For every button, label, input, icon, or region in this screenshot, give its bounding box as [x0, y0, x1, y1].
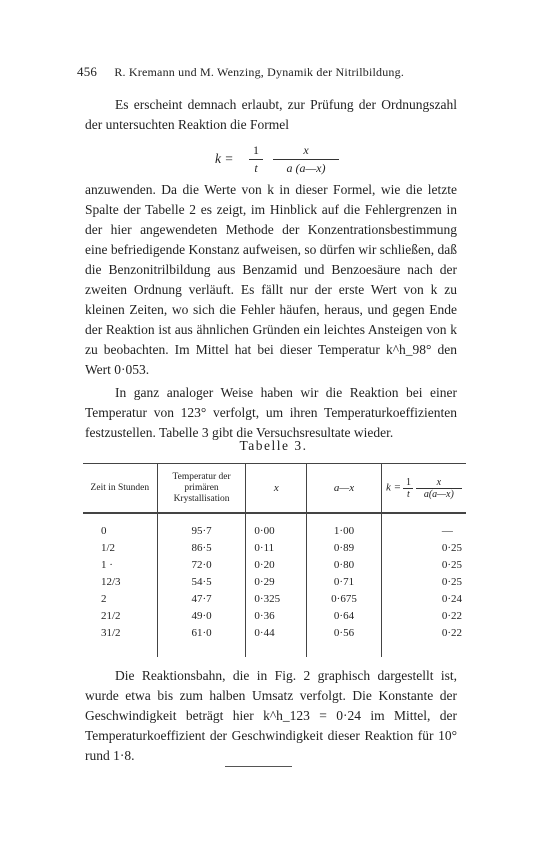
- cell-ax: 0·64: [307, 607, 382, 624]
- cell-x: 0·325: [246, 590, 307, 607]
- cell-temp: 86·5: [157, 539, 246, 556]
- header-time: Zeit in Stunden: [83, 464, 157, 514]
- header-k-fraction-2: [416, 477, 462, 500]
- formula-lhs: k =: [215, 151, 234, 166]
- paragraph-2: anzuwenden. Da die Werte von k in dieser Formel, wie die letzte Spalte der Tabelle 2 es zeigt, im Hinblick auf die Fehlergrenzen in der hier angewendeten Methode der Konzentrationsbestimmung eine befriedigende Konstanz aufweisen, so dürfen wir schließen, daß die Benzonitrilbildung aus Benzamid und Benzoesäure nach der zweiten Ordnung verläuft. Es fällt nur der erste Wert von k zu kleinen Zeiten, wo sich die Fehler häufen, heraus, und gegen Ende der Reaktion ist aus ähnlichen Gründen ein leichtes Ansteigen von k zu beobachten. Im Mittel hat bei dieser Temperatur k^h_98° den Wert 0·053.: [85, 182, 457, 377]
- table-row: [83, 607, 466, 624]
- cell-time: 31/2: [101, 626, 121, 639]
- cell-ax: 0·71: [307, 573, 382, 590]
- header-k-f2-num: x: [436, 476, 442, 488]
- table-row: [83, 624, 466, 657]
- table-row: [83, 513, 466, 539]
- cell-temp: 61·0: [157, 624, 246, 657]
- cell-ax: 1·00: [307, 513, 382, 539]
- cell-time: 12/3: [101, 575, 121, 588]
- cell-k: —: [381, 513, 466, 539]
- paragraph-4: Die Reaktionsbahn, die in Fig. 2 graphisch dargestellt ist, wurde etwa bis zum halben Umsatz verfolgt. Die Konstante der Geschwindigkeit beträgt hier k^h_123 = 0·24 im Mittel, der Temperaturkoeffizient der Geschwindigkeit dieser Reaktion für 10° rund 1·8.: [85, 668, 457, 763]
- cell-temp: 47·7: [157, 590, 246, 607]
- running-header: [77, 64, 477, 80]
- header-x: x: [246, 464, 307, 514]
- cell-ax: 0·89: [307, 539, 382, 556]
- cell-time: 2: [101, 592, 107, 605]
- cell-k: 0·25: [381, 539, 466, 556]
- table-row: [83, 590, 466, 607]
- cell-time: 0: [101, 524, 107, 537]
- running-title: R. Kremann und M. Wenzing, Dynamik der Nitrilbildung.: [114, 65, 405, 79]
- cell-x: 0·44: [246, 624, 307, 657]
- cell-temp: 72·0: [157, 556, 246, 573]
- header-temperature: Temperatur der primären Krystallisation: [157, 464, 246, 514]
- cell-temp: 95·7: [157, 513, 246, 539]
- header-a-minus-x: a—x: [307, 464, 382, 514]
- header-k-f1-num: 1: [405, 476, 411, 488]
- cell-k: 0·25: [381, 556, 466, 573]
- results-table: [83, 463, 466, 657]
- cell-x: 0·00: [246, 513, 307, 539]
- formula-f1-den: t: [254, 161, 258, 175]
- formula-fraction-2: [273, 143, 339, 176]
- cell-ax: 0·675: [307, 590, 382, 607]
- cell-x: 0·11: [246, 539, 307, 556]
- table-header-row: [83, 464, 466, 514]
- table-row: [83, 573, 466, 590]
- cell-ax: 0·80: [307, 556, 382, 573]
- cell-x: 0·20: [246, 556, 307, 573]
- cell-k: 0·25: [381, 573, 466, 590]
- cell-temp: 49·0: [157, 607, 246, 624]
- table-row: [83, 556, 466, 573]
- rate-formula: [215, 143, 355, 177]
- header-k-f1-den: t: [407, 488, 410, 500]
- formula-f2-num: x: [303, 143, 309, 157]
- cell-x: 0·29: [246, 573, 307, 590]
- paragraph-3: In ganz analoger Weise haben wir die Reaktion bei einer Temperatur von 123° verfolgt, um ihren Temperaturkoeffizienten festzustellen. Tabelle 3 gibt die Versuchsresultate wieder.: [85, 385, 457, 440]
- formula-f2-den: a (a—x): [286, 161, 326, 175]
- cell-time: 1 ·: [101, 558, 113, 571]
- cell-k: 0·22: [381, 607, 466, 624]
- header-k-f2-den: a(a—x): [423, 488, 454, 500]
- cell-k: 0·22: [381, 624, 466, 657]
- cell-time: 1/2: [101, 541, 116, 554]
- closing-rule: [225, 766, 292, 767]
- header-k-lhs: k =: [386, 481, 402, 494]
- header-k-formula: [381, 464, 466, 514]
- cell-time: 21/2: [101, 609, 121, 622]
- formula-fraction-1: [249, 143, 263, 176]
- cell-x: 0·36: [246, 607, 307, 624]
- cell-ax: 0·56: [307, 624, 382, 657]
- cell-temp: 54·5: [157, 573, 246, 590]
- table-caption: Tabelle 3.: [239, 438, 308, 453]
- results-table-container: [83, 463, 466, 657]
- formula-f1-num: 1: [253, 143, 259, 157]
- paragraph-1: Es erscheint demnach erlaubt, zur Prüfung der Ordnungszahl der untersuchten Reaktion die Formel: [85, 97, 457, 132]
- header-k-fraction-1: [403, 477, 413, 500]
- table-row: [83, 539, 466, 556]
- cell-k: 0·24: [381, 590, 466, 607]
- page-number: 456: [77, 64, 98, 79]
